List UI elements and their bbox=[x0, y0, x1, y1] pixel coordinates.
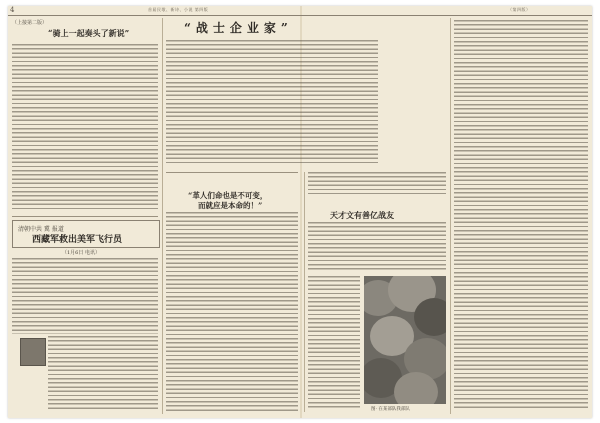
column-rule-3 bbox=[450, 18, 451, 414]
column-rule-1 bbox=[162, 18, 163, 414]
body-text-col-right bbox=[454, 20, 588, 410]
newspaper-page bbox=[8, 6, 592, 418]
headline-center-top: “战士企业家” bbox=[184, 21, 293, 35]
kicker-col1-bottom: 清朝中共 冀 报道 bbox=[18, 226, 64, 233]
body-text-center-top bbox=[166, 40, 378, 166]
masthead-right: （第四版） bbox=[508, 7, 531, 12]
divider-center bbox=[166, 172, 298, 173]
headline-center-middle: “革人们命也是不可变， bbox=[188, 191, 268, 200]
headline-col1-top: “骑上一起奏头了新说” bbox=[48, 28, 130, 38]
body-text-right-middle bbox=[308, 222, 446, 270]
body-text-col1-end bbox=[48, 336, 158, 410]
masthead-left: 首届民歌、新诗、小说 第四版 bbox=[148, 7, 209, 12]
body-text-col1-top bbox=[12, 44, 158, 210]
headline-col1-bottom: 西藏军救出美军飞行员 bbox=[32, 235, 123, 245]
seal-stamp bbox=[20, 338, 46, 366]
body-text-center-right-top bbox=[308, 172, 446, 194]
column-rule-2 bbox=[304, 172, 305, 412]
subhead-col1-bottom: （1月6日 电讯） bbox=[62, 250, 100, 256]
page-number: 4 bbox=[10, 6, 15, 14]
section-tag: （上接第二版） bbox=[12, 20, 48, 26]
body-text-col1-bottom bbox=[12, 258, 158, 334]
headline-right-middle: 天才文有善亿战友 bbox=[330, 210, 394, 220]
divider-col1 bbox=[12, 216, 158, 217]
headline-center-middle-2: 而就应是本命的！” bbox=[198, 201, 263, 210]
photo-caption: 图· 在某部队我部队 bbox=[371, 407, 410, 412]
top-rule bbox=[8, 15, 592, 16]
body-text-right-narrow bbox=[308, 276, 360, 410]
news-photo bbox=[364, 276, 446, 404]
body-text-center-left bbox=[166, 212, 298, 412]
